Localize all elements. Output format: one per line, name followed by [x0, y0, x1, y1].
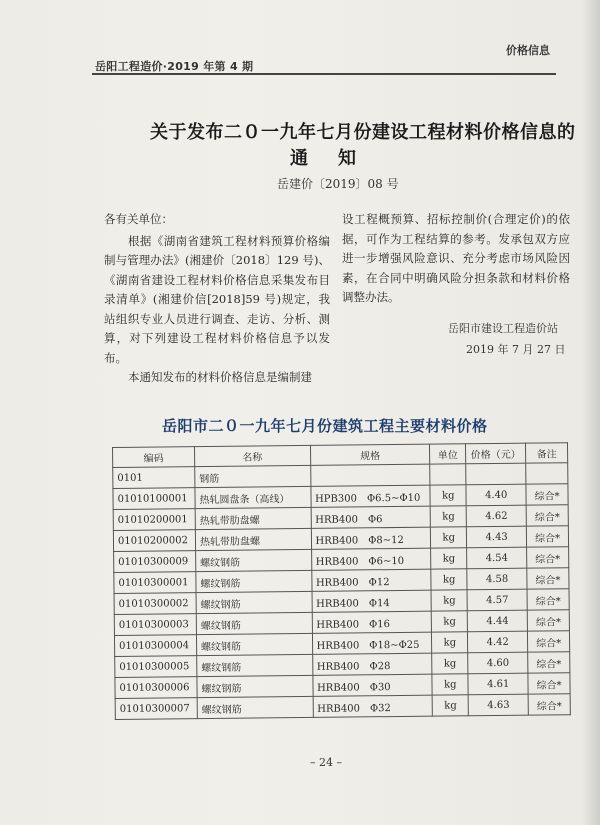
cell-spec: HRB400 Φ28	[312, 653, 432, 675]
cell-remark: 综合*	[528, 652, 570, 673]
cell-name: 钢筋	[195, 465, 311, 487]
cell-code: 01010300001	[114, 572, 196, 594]
cell-name: 螺纹钢筋	[196, 612, 312, 634]
cell-price	[466, 463, 526, 485]
cell-remark: 综合*	[527, 526, 569, 547]
cell-name: 螺纹钢筋	[197, 696, 313, 718]
cell-code: 01010300003	[114, 614, 196, 636]
document-number: 岳建价〔2019〕08 号	[277, 177, 399, 191]
table-title: 岳阳市二０一九年七月份建筑工程主要材料价格	[162, 417, 488, 435]
cell-spec: HRB400 Φ14	[312, 590, 432, 612]
cell-code: 01010100001	[113, 488, 195, 510]
cell-price: 4.42	[468, 631, 528, 653]
cell-spec: HPB300 Φ6.5~Φ10	[310, 485, 430, 507]
notice-body-left	[104, 210, 330, 388]
cell-code: 01010300009	[114, 551, 196, 573]
cell-price: 4.61	[468, 673, 528, 695]
cell-unit: kg	[432, 653, 468, 674]
notice-title-line2: 通知	[290, 148, 386, 169]
cell-price: 4.63	[468, 694, 528, 716]
cell-code: 01010200002	[113, 530, 195, 552]
section-header: 价格信息	[506, 44, 550, 57]
signer: 岳阳市建设工程造价站	[448, 322, 558, 335]
cell-unit: kg	[431, 527, 467, 548]
cell-price: 4.54	[467, 547, 527, 569]
cell-price: 4.40	[466, 484, 526, 506]
cell-name: 螺纹钢筋	[196, 633, 312, 655]
header-price: 价格（元）	[466, 443, 526, 464]
cell-remark: 综合*	[526, 505, 568, 526]
cell-name: 螺纹钢筋	[196, 591, 312, 613]
header-remark: 备注	[526, 443, 568, 463]
cell-code: 01010300006	[115, 677, 197, 699]
cell-spec: HRB400 Φ18~Φ25	[312, 632, 432, 654]
header-code: 编码	[113, 447, 195, 468]
cell-name: 螺纹钢筋	[197, 675, 313, 697]
cell-remark: 综合*	[527, 610, 569, 631]
table-row	[115, 694, 570, 720]
paragraph-2: 本通知发布的材料价格信息是编制建	[128, 370, 312, 384]
cell-price: 4.57	[467, 589, 527, 611]
cell-name: 螺纹钢筋	[196, 570, 312, 592]
cell-spec: HRB400 Φ8~12	[311, 527, 431, 549]
cell-unit	[430, 464, 466, 485]
cell-code: 01010300004	[114, 635, 196, 657]
header-spec: 规格	[310, 444, 430, 465]
cell-name: 热轧带肋盘螺	[195, 528, 311, 550]
cell-price: 4.58	[467, 568, 527, 590]
notice-title-line1: 关于发布二０一九年七月份建设工程材料价格信息的	[150, 122, 576, 143]
cell-unit: kg	[432, 695, 468, 716]
cell-remark: 综合*	[527, 547, 569, 568]
cell-code: 01010300007	[115, 698, 197, 720]
cell-remark: 综合*	[526, 484, 568, 505]
cell-name: 螺纹钢筋	[196, 549, 312, 571]
cell-remark: 综合*	[527, 568, 569, 589]
header-unit: 单位	[430, 444, 466, 464]
notice-date: 2019 年 7 月 27 日	[466, 343, 566, 356]
cell-spec: HRB400 Φ30	[312, 674, 432, 696]
cell-unit: kg	[431, 569, 467, 590]
cell-spec: HRB400 Φ32	[313, 695, 433, 717]
cell-name: 热轧圆盘条（高线）	[195, 486, 311, 508]
page-number: – 24 –	[310, 756, 342, 769]
cell-remark: 综合*	[528, 694, 570, 715]
cell-price: 4.44	[467, 610, 527, 632]
cell-price: 4.43	[467, 526, 527, 548]
paragraph-2-continued: 设工程概预算、招标控制价(合理定价)的依据，可作为工程结算的参考。发承包双方应进一步增强风险意识、充分考虑市场风险因素，在合同中明确风险分担条款和材料价格调整办法。	[342, 212, 570, 304]
material-price-table	[112, 442, 571, 720]
cell-remark: 综合*	[527, 589, 569, 610]
cell-remark: 综合*	[528, 673, 570, 694]
cell-unit: kg	[431, 548, 467, 569]
page-edge-shadow	[582, 0, 600, 825]
salutation: 各有关单位：	[104, 212, 173, 226]
cell-unit: kg	[430, 506, 466, 527]
cell-code: 01010200001	[113, 509, 195, 531]
cell-unit: kg	[431, 590, 467, 611]
cell-remark: 综合*	[528, 631, 570, 652]
cell-code: 0101	[113, 467, 195, 489]
cell-code: 01010300002	[114, 593, 196, 615]
cell-spec: HRB400 Φ6	[311, 506, 431, 528]
cell-code: 01010300005	[115, 656, 197, 678]
cell-unit: kg	[432, 674, 468, 695]
cell-unit: kg	[430, 485, 466, 506]
notice-body-right	[342, 210, 570, 308]
cell-name: 螺纹钢筋	[197, 654, 313, 676]
journal-header: 岳阳工程造价·2019 年第 4 期	[95, 60, 254, 73]
paragraph-1: 根据《湖南省建筑工程材料预算价格编制与管理办法》(湘建价〔2018〕129 号)、《湖南省建设工程材料价格信息采集发布目录清单》(湘建价信[2018]59 号)规定，我站组织专业人员进行调查、走访、分析、测算，对下列建设工程材料价格信息予以发布。	[104, 233, 330, 365]
header-rule	[92, 73, 556, 75]
cell-spec: HRB400 Φ16	[312, 611, 432, 633]
cell-spec	[310, 464, 430, 486]
cell-unit: kg	[432, 632, 468, 653]
cell-price: 4.60	[468, 652, 528, 674]
cell-price: 4.62	[466, 505, 526, 527]
cell-spec: HRB400 Φ12	[311, 569, 431, 591]
cell-unit: kg	[432, 611, 468, 632]
header-name: 名称	[194, 445, 310, 466]
cell-name: 热轧带肋盘螺	[195, 507, 311, 529]
cell-spec: HRB400 Φ6~10	[311, 548, 431, 570]
cell-remark	[526, 463, 568, 484]
